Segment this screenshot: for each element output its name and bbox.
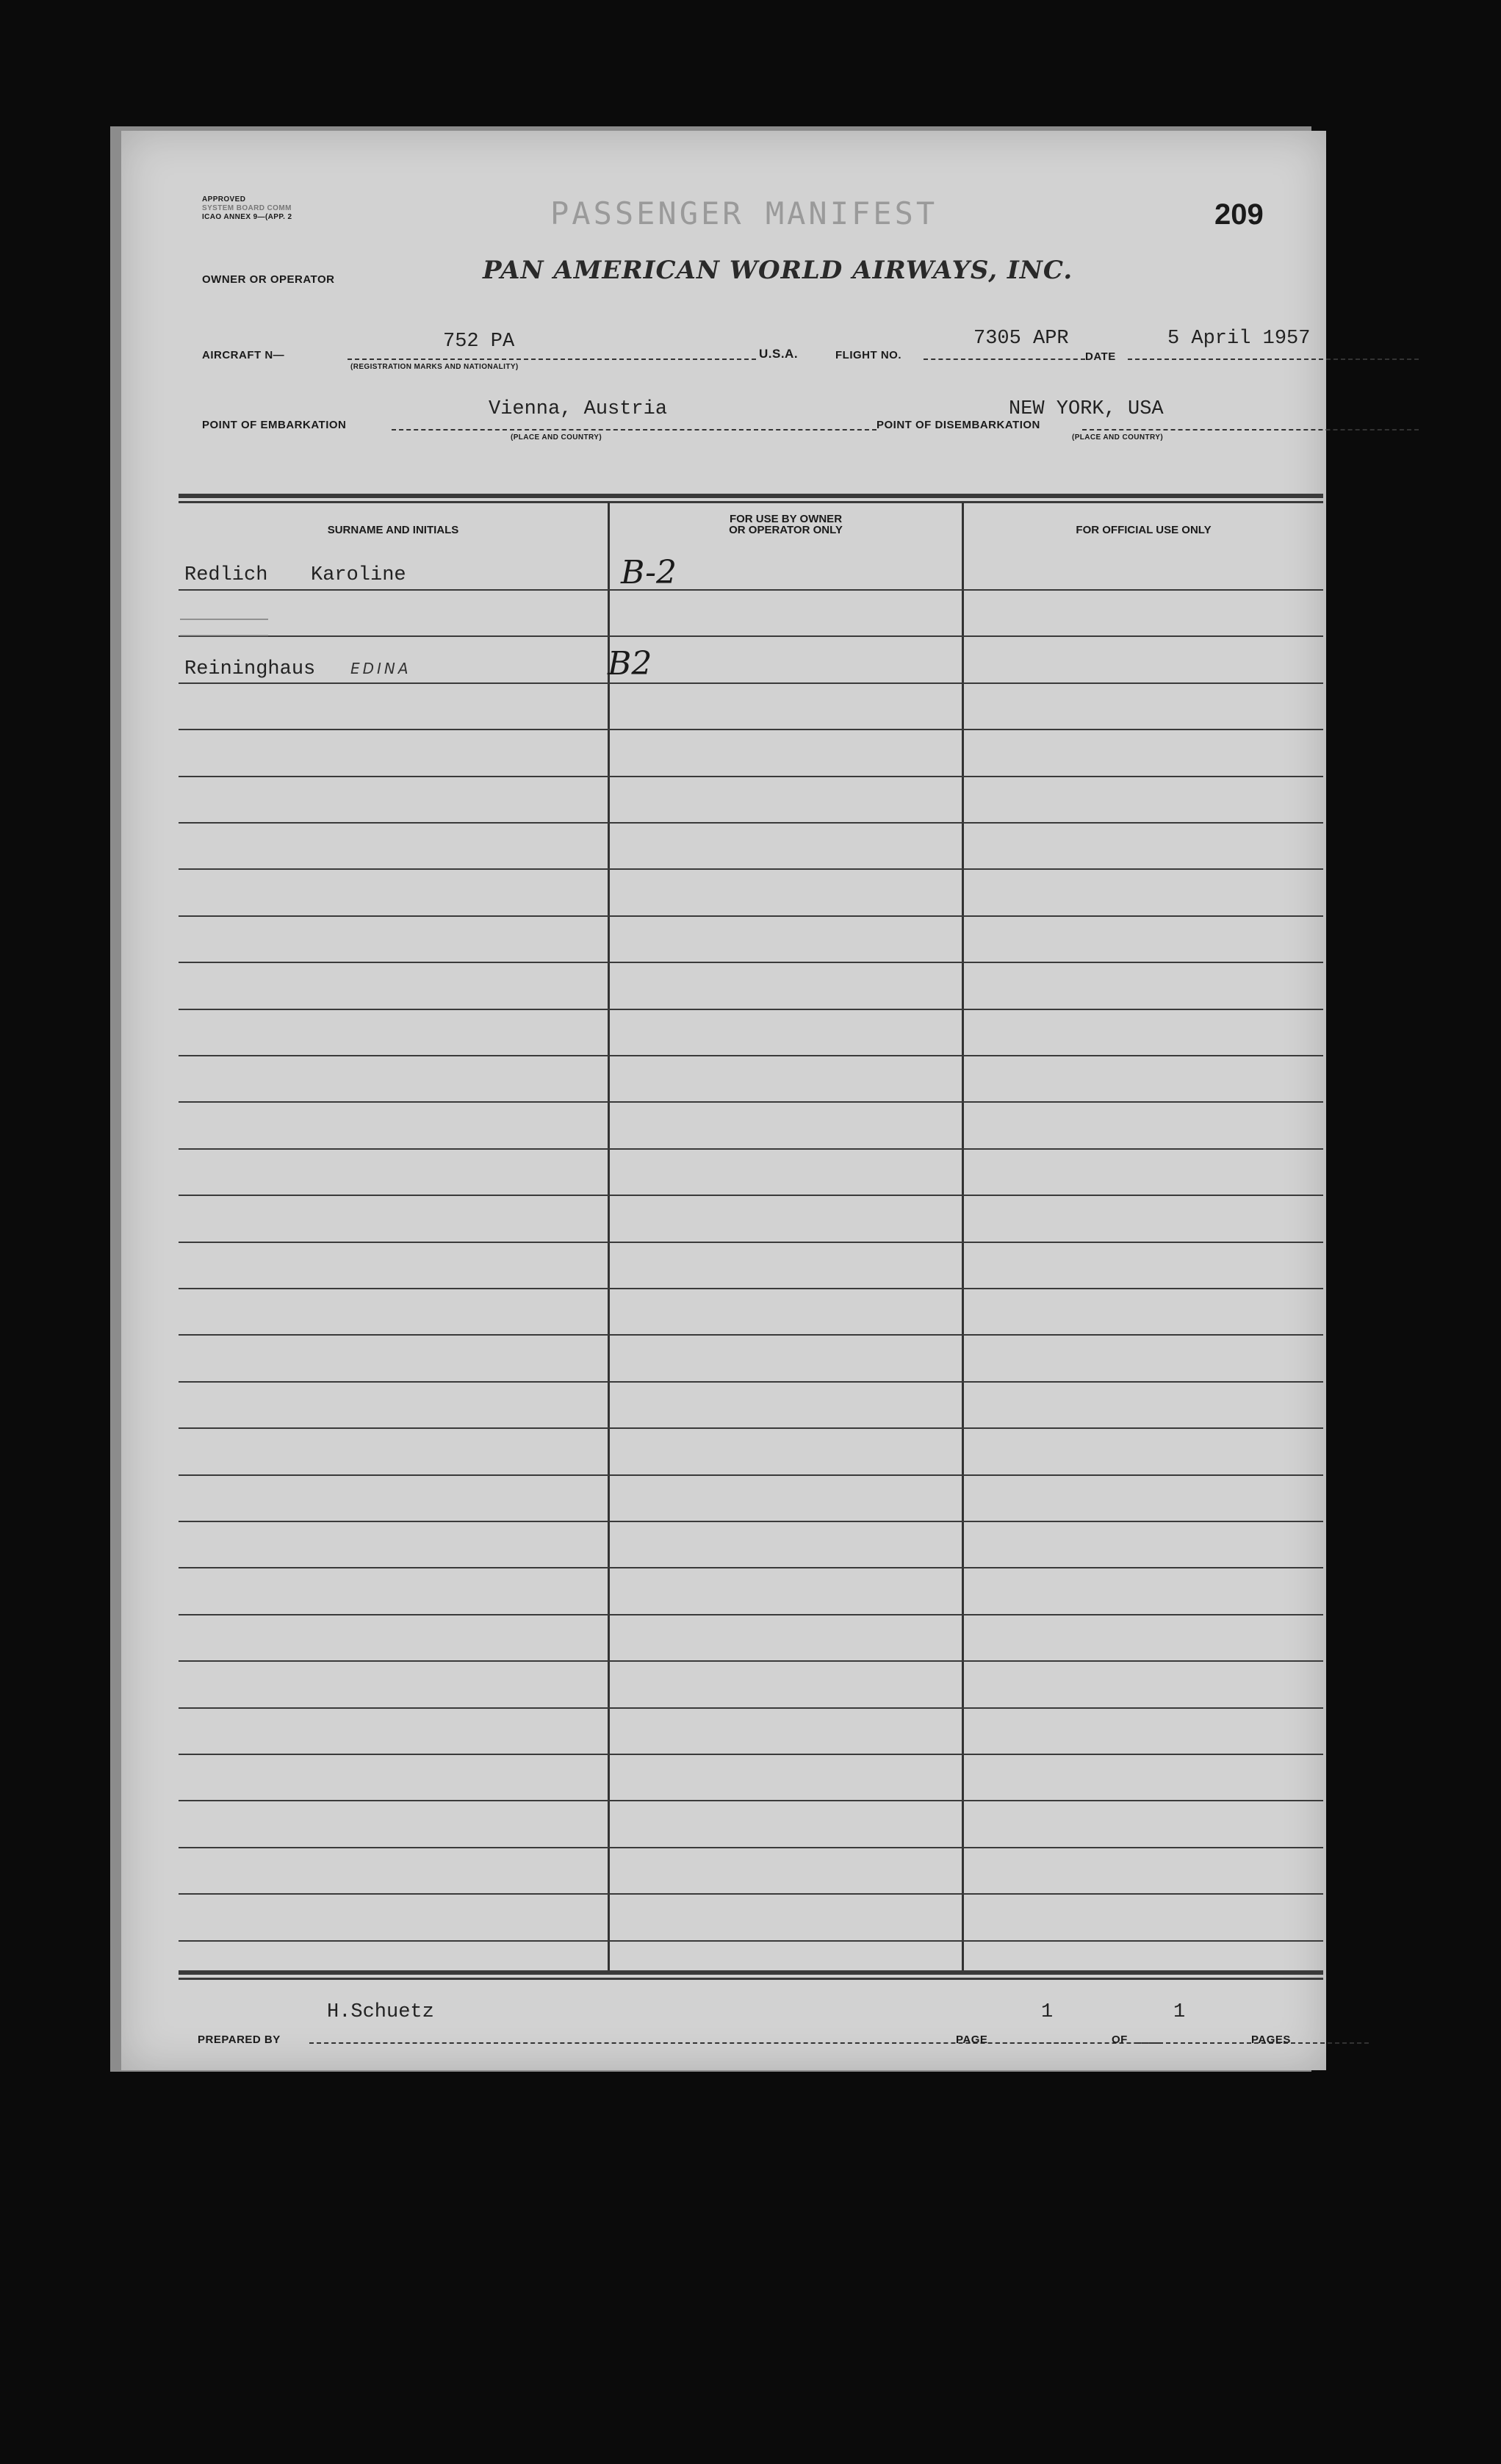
ruled-line — [179, 1707, 1323, 1709]
disembark-value: NEW YORK, USA — [1009, 398, 1164, 420]
prepared-label: PREPARED BY — [198, 2033, 281, 2046]
approval-line-2: SYSTEM BOARD COMM — [202, 204, 292, 212]
page-value: 1 — [1041, 2001, 1054, 2023]
embark-underline — [392, 429, 877, 431]
ruled-line — [179, 1101, 1323, 1103]
aircraft-value: 752 PA — [443, 331, 515, 353]
ruled-line — [179, 589, 1323, 591]
sheet-number: 209 — [1214, 198, 1264, 231]
ruled-line — [179, 1009, 1323, 1010]
owner-label: OWNER OR OPERATOR — [202, 273, 335, 286]
ruled-line — [179, 635, 1323, 637]
ruled-line — [179, 1893, 1323, 1895]
ruled-line — [179, 1614, 1323, 1615]
passenger-1-code: B-2 — [621, 554, 677, 591]
registration-caption: (REGISTRATION MARKS AND NATIONALITY) — [350, 363, 519, 371]
pages-label: PAGES — [1251, 2033, 1291, 2046]
of-label: OF — [1112, 2033, 1128, 2046]
passenger-2-code: B2 — [608, 645, 652, 682]
ruled-line — [179, 1754, 1323, 1755]
date-label: DATE — [1085, 350, 1116, 363]
ruled-line — [179, 1427, 1323, 1429]
disembark-underline — [1082, 429, 1419, 431]
page-label: PAGE — [956, 2033, 988, 2046]
passenger-1-surname: Redlich — [184, 564, 268, 586]
col-header-owner-1: FOR USE BY OWNER — [729, 513, 843, 525]
page-underline — [996, 2042, 1160, 2044]
ruled-line — [179, 1940, 1323, 1942]
column-divider-1 — [608, 502, 610, 1970]
prepared-value: H.Schuetz — [327, 2001, 434, 2023]
ruled-line — [179, 962, 1323, 963]
passenger-2-surname: Reininghaus — [184, 658, 316, 680]
flight-value: 7305 APR — [973, 328, 1069, 350]
col-header-name: SURNAME AND INITIALS — [327, 524, 459, 536]
ruled-line — [179, 868, 1323, 870]
ruled-line — [179, 682, 1323, 684]
aircraft-label: AIRCRAFT N— — [202, 349, 285, 361]
col-header-owner-2: OR OPERATOR ONLY — [729, 524, 843, 536]
ruled-line — [179, 1381, 1323, 1383]
embark-value: Vienna, Austria — [489, 398, 668, 420]
owner-value: PAN AMERICAN WORLD AIRWAYS, INC. — [483, 256, 1073, 285]
table-bottom-rule-2 — [179, 1978, 1323, 1980]
disembark-caption: (PLACE AND COUNTRY) — [1072, 433, 1164, 442]
ruled-line — [179, 776, 1323, 777]
flight-underline — [924, 359, 1085, 360]
table-top-rule-2 — [179, 501, 1323, 503]
embark-label: POINT OF EMBARKATION — [202, 419, 347, 431]
date-underline — [1128, 359, 1419, 360]
approval-line-1: APPROVED — [202, 195, 246, 203]
form-title: PASSENGER MANIFEST — [550, 195, 938, 231]
embark-caption: (PLACE AND COUNTRY) — [511, 433, 602, 442]
prepared-underline — [309, 2042, 1066, 2044]
ruled-line — [179, 1521, 1323, 1522]
ruled-line — [179, 1567, 1323, 1568]
ruled-line — [179, 915, 1323, 917]
manifest-form — [121, 131, 1326, 2070]
struck-line-mark — [180, 619, 268, 636]
ruled-line — [179, 729, 1323, 730]
passenger-1-given: Karoline — [311, 564, 406, 586]
disembark-label: POINT OF DISEMBARKATION — [877, 419, 1040, 431]
ruled-line — [179, 1242, 1323, 1243]
ruled-line — [179, 1148, 1323, 1150]
col-header-official: FOR OFFICIAL USE ONLY — [1076, 524, 1212, 536]
column-divider-2 — [962, 502, 964, 1970]
of-value: 1 — [1173, 2001, 1186, 2023]
ruled-line — [179, 1660, 1323, 1662]
ruled-line — [179, 1288, 1323, 1289]
date-value: 5 April 1957 — [1167, 328, 1311, 350]
aircraft-underline — [348, 359, 756, 360]
table-top-rule — [179, 494, 1323, 498]
flight-label: FLIGHT NO. — [835, 349, 901, 361]
ruled-line — [179, 1800, 1323, 1801]
passenger-2-given: EDINA — [350, 660, 411, 677]
ruled-line — [179, 1474, 1323, 1476]
ruled-line — [179, 1055, 1323, 1056]
ruled-line — [179, 1334, 1323, 1336]
ruled-line — [179, 1195, 1323, 1196]
ruled-line — [179, 822, 1323, 824]
approval-line-3: ICAO ANNEX 9—(APP. 2 — [202, 213, 292, 221]
usa-label: U.S.A. — [759, 347, 799, 361]
table-bottom-rule — [179, 1970, 1323, 1975]
ruled-line — [179, 1847, 1323, 1848]
